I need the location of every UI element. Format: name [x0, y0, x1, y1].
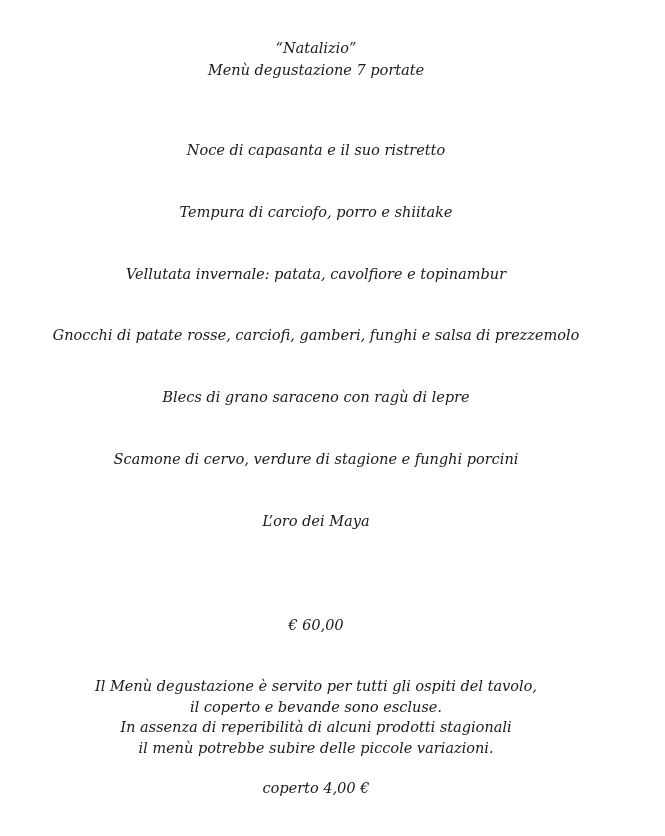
course-item: Vellutata invernale: patata, cavolfiore e topinambur — [125, 267, 507, 283]
course-item: Noce di capasanta e il suo ristretto — [186, 143, 446, 159]
menu-price: € 60,00 — [288, 618, 344, 634]
course-item: Tempura di carciofo, porro e shiitake — [179, 205, 453, 221]
course-item: Scamone di cervo, verdure di stagione e funghi porcini — [113, 452, 519, 468]
course-item: L’oro dei Maya — [262, 514, 370, 530]
note-line: In assenza di reperibilità di alcuni prodotti stagionali — [120, 720, 512, 736]
note-line: Il Menù degustazione è servito per tutti gli ospiti del tavolo, — [94, 679, 538, 695]
course-item: Gnocchi di patate rosse, carciofi, gamberi, funghi e salsa di prezzemolo — [52, 328, 580, 344]
menu-name: “Natalizio” — [275, 41, 357, 57]
menu-notes — [0, 677, 632, 759]
note-line: il coperto e bevande sono escluse. — [190, 699, 442, 716]
note-line: il menù potrebbe subire delle piccole variazioni. — [138, 740, 494, 757]
cover-charge: coperto 4,00 € — [262, 781, 370, 797]
menu-subtitle: Menù degustazione 7 portate — [207, 63, 425, 79]
course-item: Blecs di grano saraceno con ragù di lepre — [162, 390, 470, 406]
